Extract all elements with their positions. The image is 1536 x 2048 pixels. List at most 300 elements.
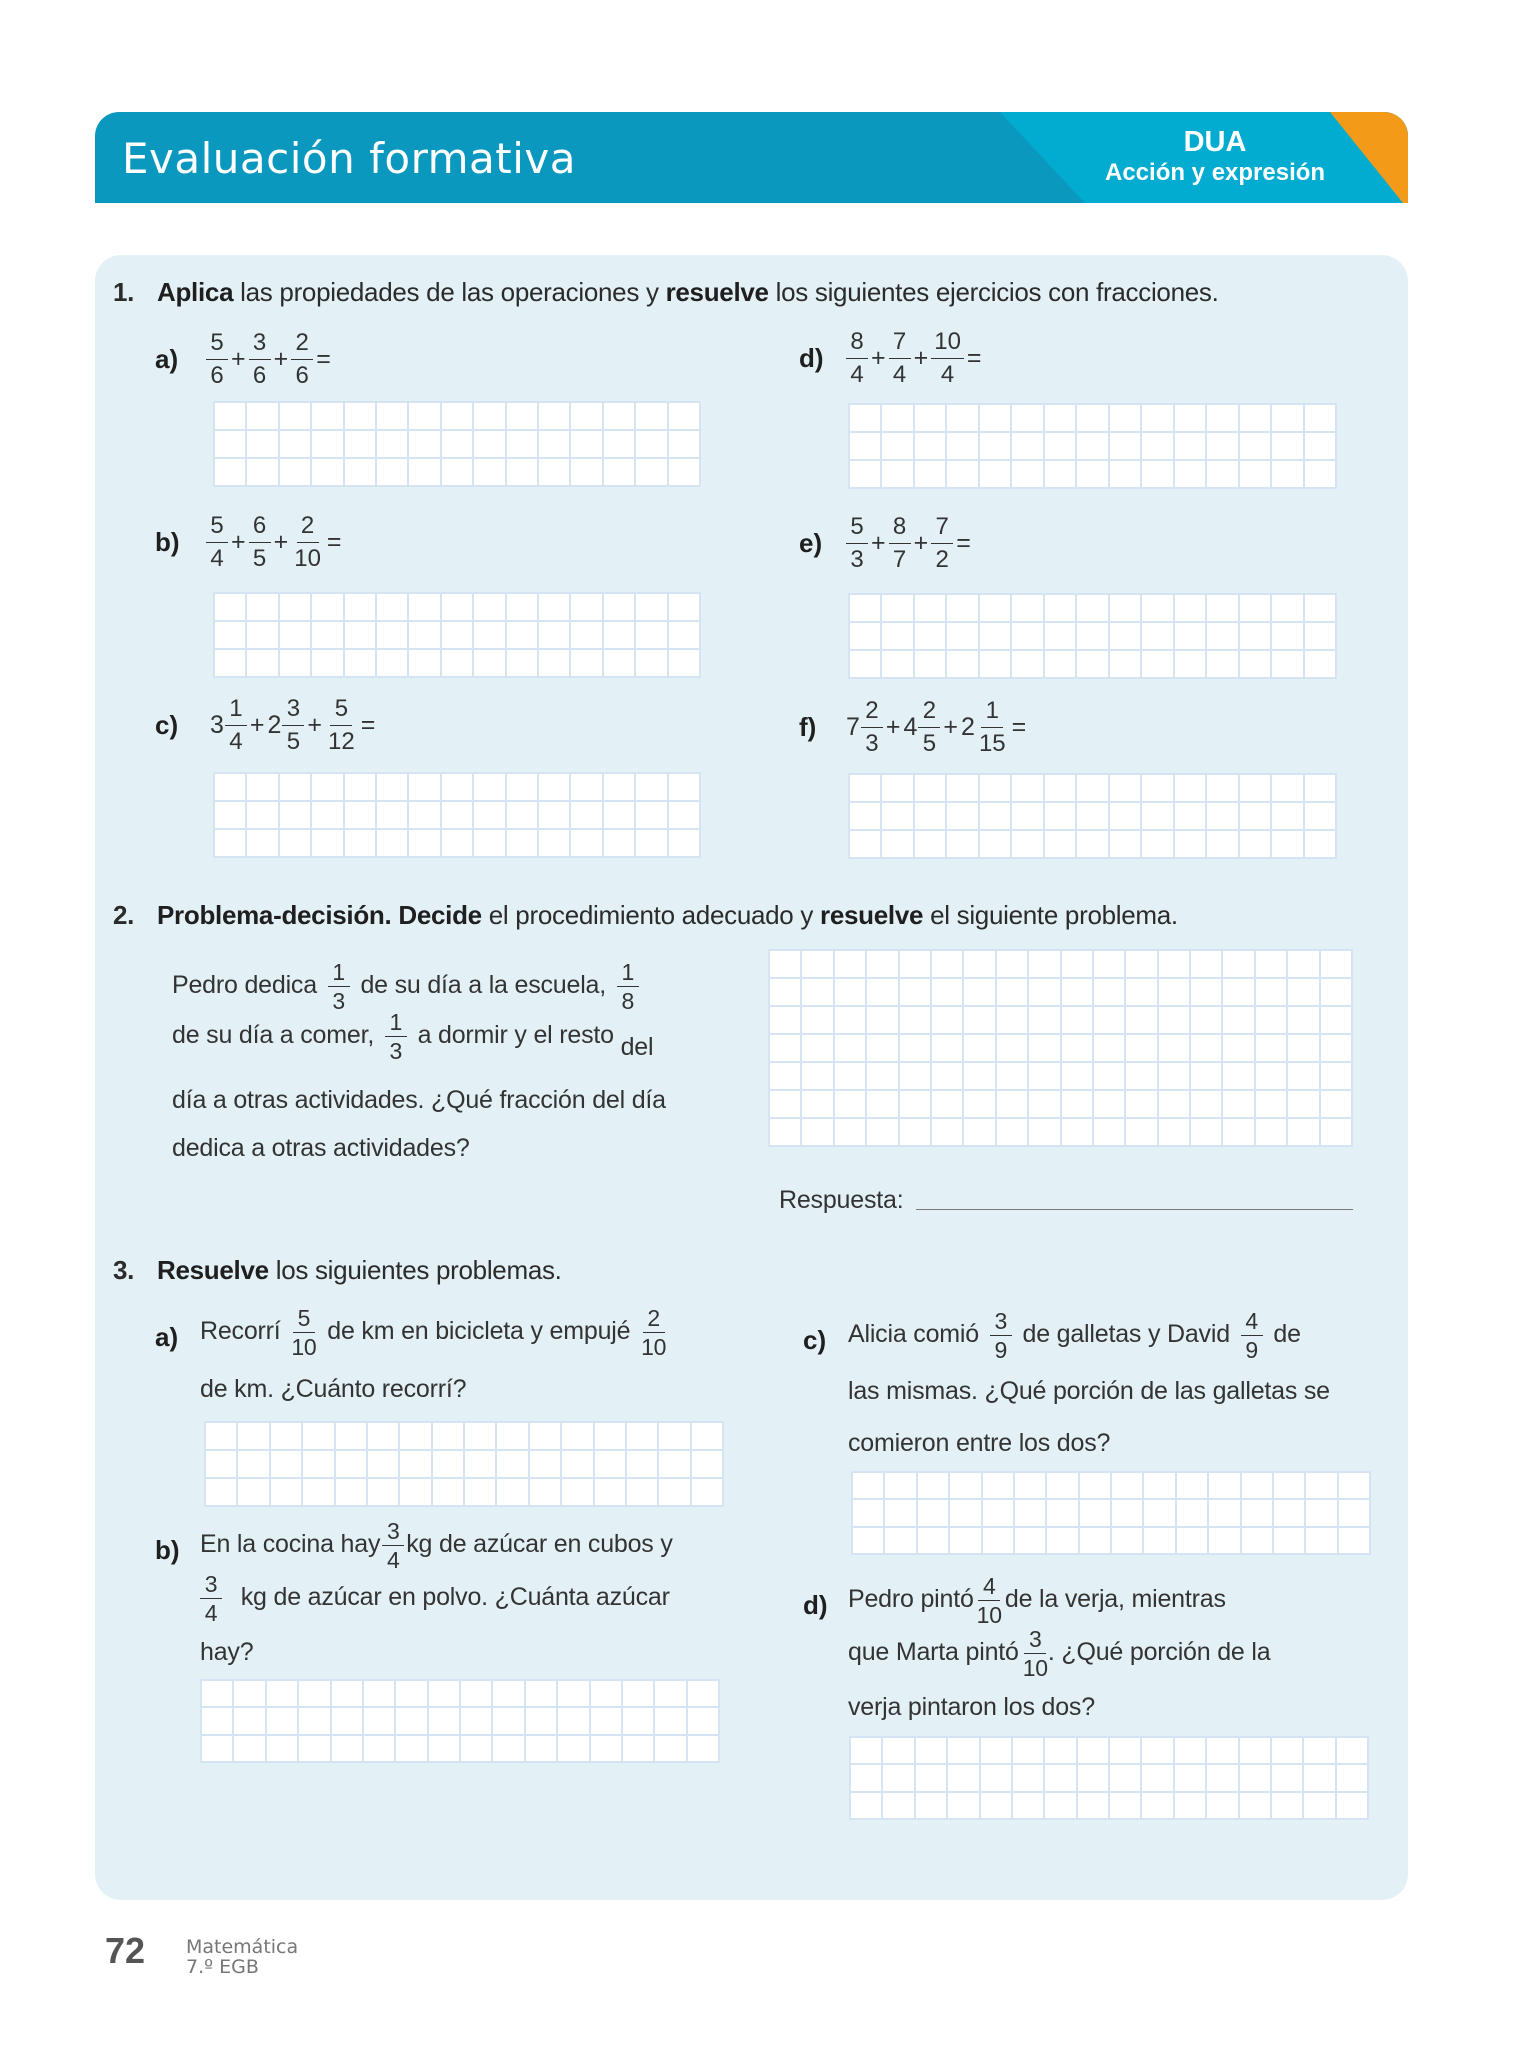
grid-cell[interactable]: [1191, 1119, 1221, 1145]
grid-cell[interactable]: [364, 1708, 394, 1733]
grid-cell[interactable]: [997, 951, 1027, 977]
grid-cell[interactable]: [1272, 595, 1302, 621]
grid-cell[interactable]: [1013, 1738, 1043, 1763]
grid-cell[interactable]: [303, 1479, 333, 1505]
grid-cell[interactable]: [1305, 405, 1335, 431]
grid-cell[interactable]: [1077, 405, 1107, 431]
grid-cell[interactable]: [1256, 1007, 1286, 1033]
grid-cell[interactable]: [1012, 461, 1042, 487]
grid-cell[interactable]: [1256, 951, 1286, 977]
grid-cell[interactable]: [271, 1451, 301, 1477]
grid-cell[interactable]: [1062, 1119, 1092, 1145]
grid-cell[interactable]: [669, 622, 699, 648]
grid-cell[interactable]: [530, 1451, 560, 1477]
grid-cell[interactable]: [247, 650, 277, 676]
grid-cell[interactable]: [1274, 1528, 1304, 1553]
grid-cell[interactable]: [595, 1479, 625, 1505]
grid-cell[interactable]: [526, 1681, 556, 1706]
grid-cell[interactable]: [1045, 1738, 1075, 1763]
grid-cell[interactable]: [433, 1451, 463, 1477]
grid-cell[interactable]: [850, 651, 880, 677]
grid-cell[interactable]: [1240, 803, 1270, 829]
grid-cell[interactable]: [474, 459, 504, 485]
grid-cell[interactable]: [1062, 979, 1092, 1005]
grid-cell[interactable]: [461, 1736, 491, 1761]
grid-cell[interactable]: [507, 431, 537, 457]
grid-cell[interactable]: [932, 1091, 962, 1117]
grid-cell[interactable]: [312, 431, 342, 457]
grid-cell[interactable]: [932, 1119, 962, 1145]
grid-cell[interactable]: [1339, 1473, 1369, 1498]
grid-cell[interactable]: [1112, 1500, 1142, 1525]
answer-grid-c[interactable]: [213, 772, 701, 858]
grid-cell[interactable]: [770, 1119, 800, 1145]
grid-cell[interactable]: [400, 1423, 430, 1449]
grid-cell[interactable]: [497, 1479, 527, 1505]
grid-cell[interactable]: [1029, 951, 1059, 977]
grid-cell[interactable]: [1207, 831, 1237, 857]
grid-cell[interactable]: [1142, 461, 1172, 487]
grid-cell[interactable]: [964, 979, 994, 1005]
grid-cell[interactable]: [433, 1423, 463, 1449]
grid-cell[interactable]: [312, 650, 342, 676]
grid-cell[interactable]: [571, 650, 601, 676]
grid-cell[interactable]: [409, 830, 439, 856]
grid-cell[interactable]: [1321, 1091, 1351, 1117]
grid-cell[interactable]: [461, 1708, 491, 1733]
grid-cell[interactable]: [1094, 1007, 1124, 1033]
grid-cell[interactable]: [1305, 623, 1335, 649]
grid-cell[interactable]: [1094, 979, 1124, 1005]
grid-cell[interactable]: [980, 595, 1010, 621]
grid-cell[interactable]: [604, 650, 634, 676]
grid-cell[interactable]: [474, 650, 504, 676]
grid-cell[interactable]: [770, 1091, 800, 1117]
grid-cell[interactable]: [851, 1765, 881, 1790]
grid-cell[interactable]: [950, 1500, 980, 1525]
grid-cell[interactable]: [1110, 623, 1140, 649]
grid-cell[interactable]: [1240, 1793, 1270, 1818]
grid-cell[interactable]: [604, 802, 634, 828]
grid-cell[interactable]: [539, 622, 569, 648]
grid-cell[interactable]: [1240, 775, 1270, 801]
grid-cell[interactable]: [526, 1736, 556, 1761]
grid-cell[interactable]: [312, 622, 342, 648]
grid-cell[interactable]: [442, 431, 472, 457]
grid-cell[interactable]: [332, 1708, 362, 1733]
grid-cell[interactable]: [497, 1451, 527, 1477]
grid-cell[interactable]: [1272, 1738, 1302, 1763]
grid-cell[interactable]: [1045, 433, 1075, 459]
grid-cell[interactable]: [1272, 651, 1302, 677]
grid-cell[interactable]: [507, 774, 537, 800]
grid-cell[interactable]: [623, 1736, 653, 1761]
grid-cell[interactable]: [377, 594, 407, 620]
grid-cell[interactable]: [1094, 951, 1124, 977]
grid-cell[interactable]: [1110, 433, 1140, 459]
grid-cell[interactable]: [900, 1007, 930, 1033]
grid-cell[interactable]: [234, 1736, 264, 1761]
grid-cell[interactable]: [507, 830, 537, 856]
grid-cell[interactable]: [409, 403, 439, 429]
grid-cell[interactable]: [1012, 405, 1042, 431]
grid-cell[interactable]: [1272, 803, 1302, 829]
grid-cell[interactable]: [964, 1091, 994, 1117]
grid-cell[interactable]: [692, 1451, 722, 1477]
grid-cell[interactable]: [1272, 1765, 1302, 1790]
grid-cell[interactable]: [1110, 1765, 1140, 1790]
grid-cell[interactable]: [1142, 1765, 1172, 1790]
grid-cell[interactable]: [247, 403, 277, 429]
grid-cell[interactable]: [1272, 461, 1302, 487]
grid-cell[interactable]: [947, 651, 977, 677]
grid-cell[interactable]: [442, 459, 472, 485]
grid-cell[interactable]: [1126, 1091, 1156, 1117]
grid-cell[interactable]: [409, 622, 439, 648]
grid-cell[interactable]: [900, 1035, 930, 1061]
grid-cell[interactable]: [332, 1736, 362, 1761]
grid-cell[interactable]: [604, 622, 634, 648]
grid-cell[interactable]: [1240, 623, 1270, 649]
grid-cell[interactable]: [280, 431, 310, 457]
grid-cell[interactable]: [997, 1091, 1027, 1117]
grid-cell[interactable]: [312, 594, 342, 620]
grid-cell[interactable]: [882, 775, 912, 801]
grid-cell[interactable]: [1272, 623, 1302, 649]
grid-cell[interactable]: [530, 1423, 560, 1449]
grid-cell[interactable]: [850, 461, 880, 487]
grid-cell[interactable]: [474, 403, 504, 429]
grid-cell[interactable]: [669, 594, 699, 620]
grid-cell[interactable]: [947, 461, 977, 487]
grid-cell[interactable]: [932, 1063, 962, 1089]
answer-grid-e[interactable]: [848, 593, 1337, 679]
grid-cell[interactable]: [1080, 1500, 1110, 1525]
grid-cell[interactable]: [1175, 623, 1205, 649]
grid-cell[interactable]: [1272, 775, 1302, 801]
grid-cell[interactable]: [497, 1423, 527, 1449]
grid-cell[interactable]: [1126, 1119, 1156, 1145]
grid-cell[interactable]: [238, 1451, 268, 1477]
grid-cell[interactable]: [1094, 1091, 1124, 1117]
grid-cell[interactable]: [867, 1091, 897, 1117]
grid-cell[interactable]: [997, 1035, 1027, 1061]
grid-cell[interactable]: [442, 622, 472, 648]
grid-cell[interactable]: [215, 802, 245, 828]
grid-cell[interactable]: [345, 594, 375, 620]
grid-cell[interactable]: [851, 1793, 881, 1818]
grid-cell[interactable]: [493, 1681, 523, 1706]
grid-cell[interactable]: [312, 459, 342, 485]
grid-cell[interactable]: [1305, 831, 1335, 857]
grid-cell[interactable]: [867, 951, 897, 977]
grid-cell[interactable]: [1015, 1473, 1045, 1498]
grid-cell[interactable]: [247, 622, 277, 648]
grid-cell[interactable]: [558, 1681, 588, 1706]
grid-cell[interactable]: [280, 650, 310, 676]
grid-cell[interactable]: [1240, 595, 1270, 621]
grid-cell[interactable]: [1207, 595, 1237, 621]
grid-cell[interactable]: [1207, 1793, 1237, 1818]
grid-cell[interactable]: [1110, 651, 1140, 677]
grid-cell[interactable]: [1159, 979, 1189, 1005]
grid-cell[interactable]: [850, 405, 880, 431]
grid-cell[interactable]: [669, 650, 699, 676]
grid-cell[interactable]: [636, 594, 666, 620]
grid-cell[interactable]: [915, 651, 945, 677]
grid-cell[interactable]: [215, 774, 245, 800]
grid-cell[interactable]: [1288, 1035, 1318, 1061]
grid-cell[interactable]: [1207, 775, 1237, 801]
grid-cell[interactable]: [604, 830, 634, 856]
grid-cell[interactable]: [1110, 461, 1140, 487]
grid-cell[interactable]: [299, 1708, 329, 1733]
grid-cell[interactable]: [835, 1091, 865, 1117]
grid-cell[interactable]: [1305, 803, 1335, 829]
grid-cell[interactable]: [1077, 595, 1107, 621]
grid-cell[interactable]: [932, 951, 962, 977]
grid-cell[interactable]: [1175, 1793, 1205, 1818]
grid-cell[interactable]: [950, 1473, 980, 1498]
grid-cell[interactable]: [688, 1681, 718, 1706]
grid-cell[interactable]: [465, 1423, 495, 1449]
grid-cell[interactable]: [1159, 1007, 1189, 1033]
grid-cell[interactable]: [850, 623, 880, 649]
grid-cell[interactable]: [1175, 831, 1205, 857]
grid-cell[interactable]: [1288, 1063, 1318, 1089]
grid-cell[interactable]: [1272, 1793, 1302, 1818]
grid-cell[interactable]: [539, 802, 569, 828]
grid-cell[interactable]: [526, 1708, 556, 1733]
grid-cell[interactable]: [636, 650, 666, 676]
grid-cell[interactable]: [1045, 1793, 1075, 1818]
grid-cell[interactable]: [1012, 595, 1042, 621]
grid-cell[interactable]: [1142, 595, 1172, 621]
grid-cell[interactable]: [997, 1007, 1027, 1033]
grid-cell[interactable]: [377, 774, 407, 800]
grid-cell[interactable]: [802, 1007, 832, 1033]
grid-cell[interactable]: [915, 775, 945, 801]
grid-cell[interactable]: [1256, 1063, 1286, 1089]
grid-cell[interactable]: [409, 431, 439, 457]
grid-cell[interactable]: [802, 1035, 832, 1061]
grid-cell[interactable]: [636, 403, 666, 429]
answer-grid-3b[interactable]: [200, 1679, 720, 1763]
grid-cell[interactable]: [1306, 1528, 1336, 1553]
grid-cell[interactable]: [770, 1035, 800, 1061]
grid-cell[interactable]: [1012, 775, 1042, 801]
grid-cell[interactable]: [1272, 433, 1302, 459]
grid-cell[interactable]: [983, 1528, 1013, 1553]
grid-cell[interactable]: [1045, 775, 1075, 801]
grid-cell[interactable]: [465, 1451, 495, 1477]
grid-cell[interactable]: [1126, 1035, 1156, 1061]
grid-cell[interactable]: [377, 802, 407, 828]
grid-cell[interactable]: [980, 461, 1010, 487]
grid-cell[interactable]: [835, 979, 865, 1005]
grid-cell[interactable]: [1045, 651, 1075, 677]
grid-cell[interactable]: [215, 594, 245, 620]
grid-cell[interactable]: [1288, 1007, 1318, 1033]
grid-cell[interactable]: [507, 594, 537, 620]
grid-cell[interactable]: [669, 774, 699, 800]
grid-cell[interactable]: [396, 1736, 426, 1761]
answer-grid-problem-2[interactable]: [768, 949, 1353, 1147]
grid-cell[interactable]: [1223, 1035, 1253, 1061]
grid-cell[interactable]: [948, 1738, 978, 1763]
grid-cell[interactable]: [474, 622, 504, 648]
grid-cell[interactable]: [916, 1793, 946, 1818]
grid-cell[interactable]: [442, 594, 472, 620]
grid-cell[interactable]: [770, 951, 800, 977]
grid-cell[interactable]: [215, 622, 245, 648]
grid-cell[interactable]: [336, 1423, 366, 1449]
grid-cell[interactable]: [1047, 1528, 1077, 1553]
grid-cell[interactable]: [1144, 1473, 1174, 1498]
grid-cell[interactable]: [591, 1708, 621, 1733]
grid-cell[interactable]: [1077, 775, 1107, 801]
grid-cell[interactable]: [1191, 979, 1221, 1005]
grid-cell[interactable]: [442, 403, 472, 429]
grid-cell[interactable]: [604, 594, 634, 620]
grid-cell[interactable]: [1321, 1007, 1351, 1033]
grid-cell[interactable]: [539, 403, 569, 429]
grid-cell[interactable]: [1272, 405, 1302, 431]
grid-cell[interactable]: [1077, 623, 1107, 649]
grid-cell[interactable]: [1175, 461, 1205, 487]
grid-cell[interactable]: [1240, 405, 1270, 431]
grid-cell[interactable]: [202, 1681, 232, 1706]
grid-cell[interactable]: [692, 1479, 722, 1505]
grid-cell[interactable]: [539, 594, 569, 620]
grid-cell[interactable]: [345, 802, 375, 828]
grid-cell[interactable]: [1272, 831, 1302, 857]
grid-cell[interactable]: [591, 1681, 621, 1706]
grid-cell[interactable]: [918, 1528, 948, 1553]
grid-cell[interactable]: [1077, 461, 1107, 487]
grid-cell[interactable]: [1274, 1500, 1304, 1525]
grid-cell[interactable]: [377, 650, 407, 676]
grid-cell[interactable]: [900, 951, 930, 977]
grid-cell[interactable]: [1112, 1528, 1142, 1553]
grid-cell[interactable]: [604, 774, 634, 800]
grid-cell[interactable]: [1110, 775, 1140, 801]
grid-cell[interactable]: [636, 622, 666, 648]
grid-cell[interactable]: [1077, 803, 1107, 829]
grid-cell[interactable]: [1306, 1473, 1336, 1498]
grid-cell[interactable]: [983, 1500, 1013, 1525]
grid-cell[interactable]: [853, 1473, 883, 1498]
grid-cell[interactable]: [312, 830, 342, 856]
grid-cell[interactable]: [1175, 1738, 1205, 1763]
grid-cell[interactable]: [900, 1063, 930, 1089]
grid-cell[interactable]: [461, 1681, 491, 1706]
grid-cell[interactable]: [1321, 979, 1351, 1005]
grid-cell[interactable]: [238, 1423, 268, 1449]
grid-cell[interactable]: [867, 979, 897, 1005]
grid-cell[interactable]: [493, 1736, 523, 1761]
grid-cell[interactable]: [299, 1736, 329, 1761]
grid-cell[interactable]: [1029, 1035, 1059, 1061]
grid-cell[interactable]: [692, 1423, 722, 1449]
grid-cell[interactable]: [835, 1063, 865, 1089]
grid-cell[interactable]: [932, 979, 962, 1005]
grid-cell[interactable]: [918, 1473, 948, 1498]
grid-cell[interactable]: [627, 1479, 657, 1505]
grid-cell[interactable]: [1142, 775, 1172, 801]
grid-cell[interactable]: [507, 650, 537, 676]
answer-grid-a[interactable]: [213, 401, 701, 487]
grid-cell[interactable]: [1305, 461, 1335, 487]
grid-cell[interactable]: [1159, 1035, 1189, 1061]
grid-cell[interactable]: [1175, 651, 1205, 677]
grid-cell[interactable]: [932, 1035, 962, 1061]
grid-cell[interactable]: [964, 1035, 994, 1061]
grid-cell[interactable]: [850, 831, 880, 857]
grid-cell[interactable]: [947, 775, 977, 801]
grid-cell[interactable]: [1207, 1765, 1237, 1790]
grid-cell[interactable]: [1142, 623, 1172, 649]
grid-cell[interactable]: [1126, 1063, 1156, 1089]
grid-cell[interactable]: [1175, 595, 1205, 621]
grid-cell[interactable]: [1209, 1500, 1239, 1525]
grid-cell[interactable]: [280, 622, 310, 648]
grid-cell[interactable]: [1207, 1738, 1237, 1763]
answer-grid-3a[interactable]: [204, 1421, 724, 1507]
grid-cell[interactable]: [980, 803, 1010, 829]
grid-cell[interactable]: [1142, 405, 1172, 431]
grid-cell[interactable]: [1288, 1119, 1318, 1145]
grid-cell[interactable]: [267, 1736, 297, 1761]
grid-cell[interactable]: [1305, 595, 1335, 621]
grid-cell[interactable]: [627, 1451, 657, 1477]
grid-cell[interactable]: [850, 775, 880, 801]
grid-cell[interactable]: [883, 1793, 913, 1818]
grid-cell[interactable]: [1045, 405, 1075, 431]
grid-cell[interactable]: [900, 1119, 930, 1145]
grid-cell[interactable]: [1012, 831, 1042, 857]
grid-cell[interactable]: [947, 405, 977, 431]
grid-cell[interactable]: [409, 650, 439, 676]
grid-cell[interactable]: [867, 1119, 897, 1145]
grid-cell[interactable]: [915, 623, 945, 649]
grid-cell[interactable]: [947, 433, 977, 459]
grid-cell[interactable]: [377, 830, 407, 856]
grid-cell[interactable]: [493, 1708, 523, 1733]
grid-cell[interactable]: [980, 775, 1010, 801]
grid-cell[interactable]: [336, 1479, 366, 1505]
grid-cell[interactable]: [1013, 1793, 1043, 1818]
grid-cell[interactable]: [1242, 1500, 1272, 1525]
grid-cell[interactable]: [1047, 1500, 1077, 1525]
grid-cell[interactable]: [604, 459, 634, 485]
grid-cell[interactable]: [1029, 979, 1059, 1005]
grid-cell[interactable]: [950, 1528, 980, 1553]
grid-cell[interactable]: [1045, 461, 1075, 487]
grid-cell[interactable]: [1029, 1091, 1059, 1117]
grid-cell[interactable]: [1256, 979, 1286, 1005]
grid-cell[interactable]: [530, 1479, 560, 1505]
grid-cell[interactable]: [400, 1479, 430, 1505]
grid-cell[interactable]: [915, 595, 945, 621]
grid-cell[interactable]: [345, 622, 375, 648]
grid-cell[interactable]: [558, 1736, 588, 1761]
grid-cell[interactable]: [202, 1736, 232, 1761]
grid-cell[interactable]: [981, 1738, 1011, 1763]
grid-cell[interactable]: [900, 1091, 930, 1117]
grid-cell[interactable]: [1175, 433, 1205, 459]
grid-cell[interactable]: [303, 1451, 333, 1477]
